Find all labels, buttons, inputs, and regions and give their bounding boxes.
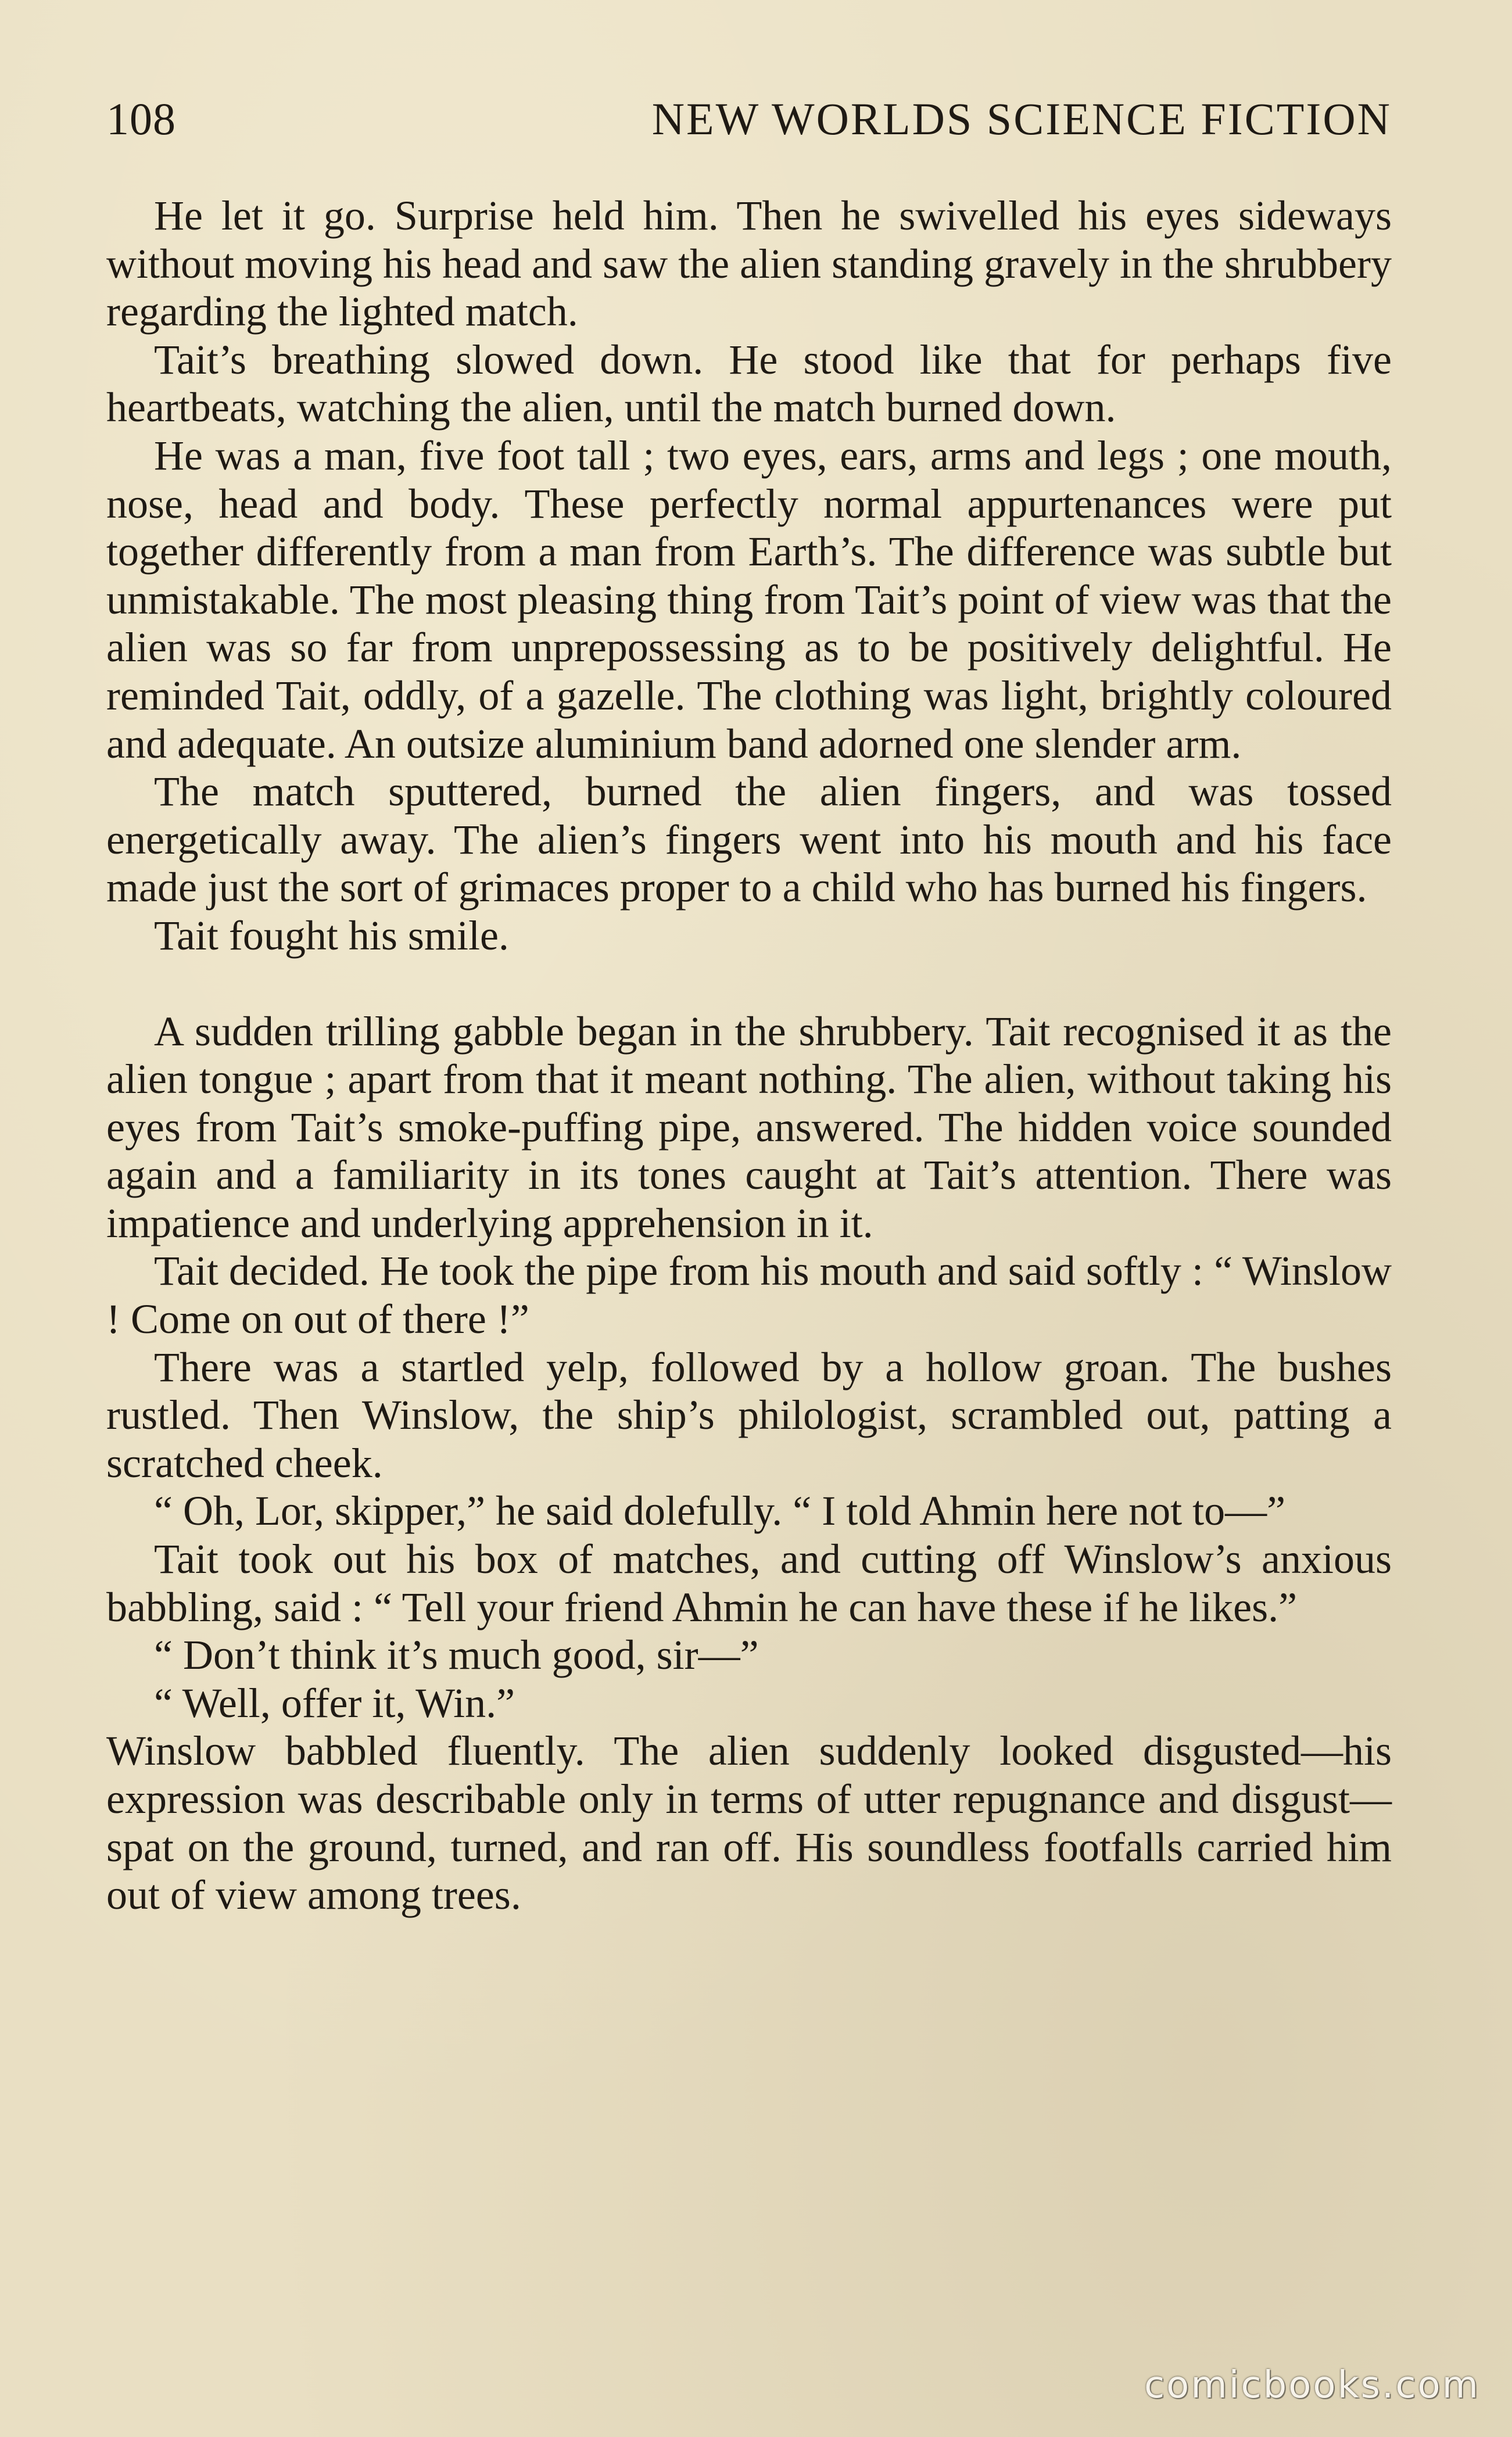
paragraph: He let it go. Surprise held him. Then he swivelled his eyes sideways without moving his head and saw the alien standing gravely in the shrubbery regarding the lighted match.	[106, 192, 1392, 335]
paragraph: He was a man, five foot tall ; two eyes, ears, arms and legs ; one mouth, nose, head and body. These perfectly normal appurtenances were put together differently from a man from Earth’s. The difference was subtle but unmistakable. The most pleasing thing from Tait’s point of view was that the alien was so far from unprepossessing as to be positively delightful. He reminded Tait, oddly, of a gazelle. The clothing was light, brightly coloured and adequate. An outsize aluminium band adorned one slender arm.	[106, 432, 1392, 767]
paragraph: Tait took out his box of matches, and cutting off Winslow’s anxious babbling, said : “ Tell your friend Ahmin he can have these if he likes.”	[106, 1536, 1392, 1630]
running-title: NEW WORLDS SCIENCE FICTION	[651, 94, 1392, 144]
page-header	[106, 93, 1392, 163]
paragraph: Tait decided. He took the pipe from his mouth and said softly : “ Winslow ! Come on out of there !”	[106, 1248, 1392, 1343]
paragraph: “ Don’t think it’s much good, sir—”	[154, 1632, 759, 1679]
paragraph: A sudden trilling gabble began in the shrubbery. Tait recognised it as the alien tongue ; apart from that it meant nothing. The alien, without taking his eyes from Tait’s smoke-puffing pipe, answered. The hidden voice sounded again and a familiarity in its tones caught at Tait’s attention. There was impatience and underlying apprehension in it.	[106, 1008, 1392, 1246]
watermark: comicbooks.com	[1144, 2364, 1480, 2407]
paragraph: Tait’s breathing slowed down. He stood like that for perhaps five heartbeats, watching the alien, until the match burned down.	[106, 336, 1392, 431]
paragraph: The match sputtered, burned the alien fingers, and was tossed energetically away. The alien’s fingers went into his mouth and his face made just the sort of grimaces proper to a child who has burned his fingers.	[106, 768, 1392, 911]
section-break	[106, 960, 1392, 1008]
page-number: 108	[106, 94, 176, 144]
story-text	[106, 192, 1392, 1919]
paragraph: “ Oh, Lor, skipper,” he said dolefully. “ I told Ahmin here not to—”	[154, 1488, 1286, 1535]
paragraph: There was a startled yelp, followed by a hollow groan. The bushes rustled. Then Winslow, the ship’s philologist, scrambled out, patting a scratched cheek.	[106, 1343, 1392, 1486]
paragraph: Tait fought his smile.	[154, 912, 509, 959]
paragraph: Winslow babbled fluently. The alien suddenly looked disgusted—his expression was describable only in terms of utter repugnance and disgust—spat on the ground, turned, and ran off. His soundless footfalls carried him out of view among trees.	[106, 1728, 1392, 1919]
paragraph: “ Well, offer it, Win.”	[154, 1679, 515, 1726]
